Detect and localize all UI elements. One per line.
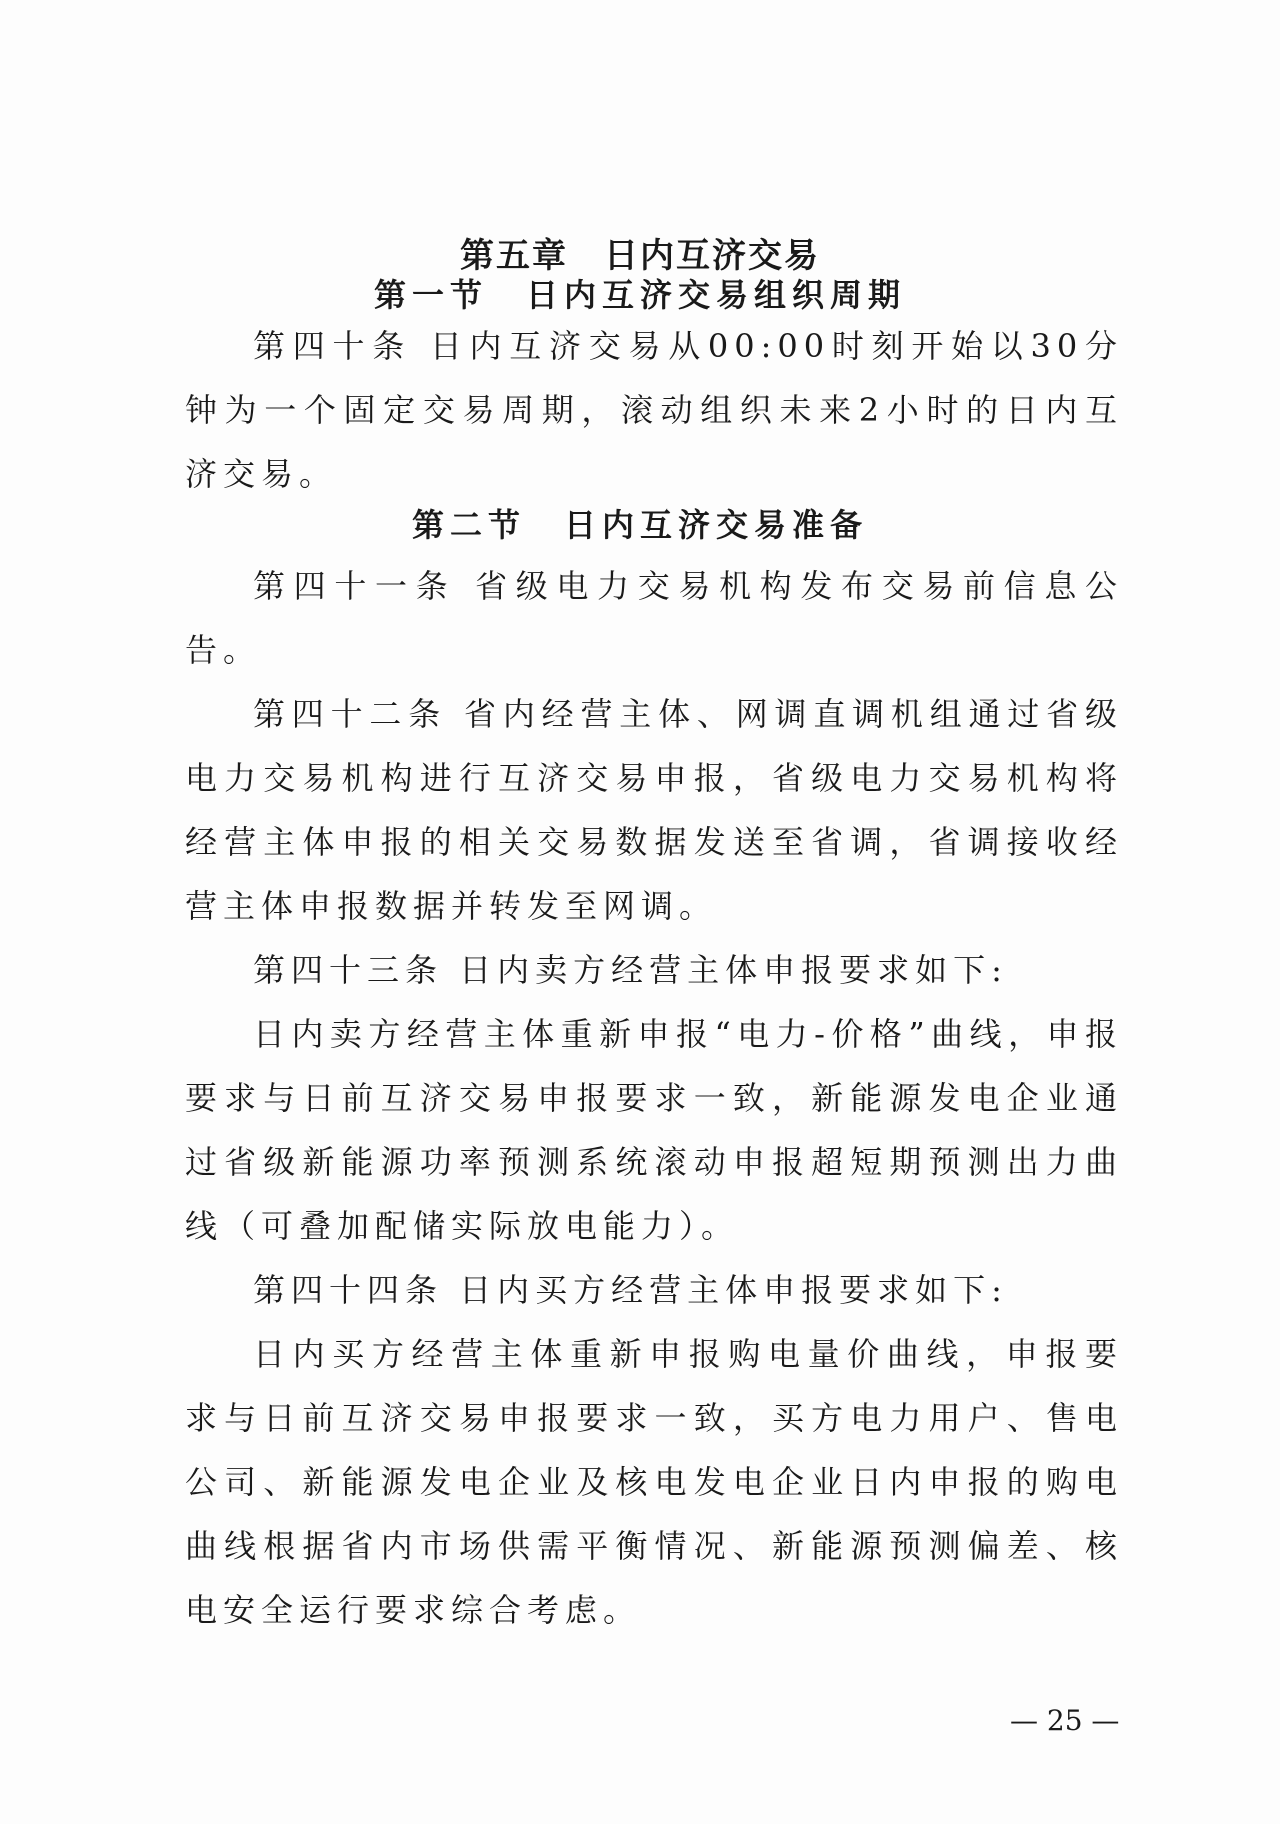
article-43: 第四十三条 日内卖方经营主体申报要求如下: <box>253 951 1008 989</box>
section-title-1: 第一节 日内互济交易组织周期 <box>373 276 906 314</box>
section-1-body <box>185 314 1123 506</box>
section-2-body <box>185 554 1123 1642</box>
section-title-2: 第二节 日内互济交易准备 <box>411 506 868 544</box>
article-40: 第四十条 日内互济交易从00:00时刻开始以30分钟为一个固定交易周期，滚动组织未来2小时的日内互济交易。 <box>185 327 1123 493</box>
article-41: 第四十一条 省级电力交易机构发布交易前信息公告。 <box>185 567 1123 669</box>
article-44: 第四十四条 日内买方经营主体申报要求如下: <box>253 1271 1008 1309</box>
article-44-detail: 日内买方经营主体重新申报购电量价曲线，申报要求与日前互济交易申报要求一致，买方电力用户、售电公司、新能源发电企业及核电发电企业日内申报的购电曲线根据省内市场供需平衡情况、新能源预测偏差、核电安全运行要求综合考虑。 <box>185 1335 1123 1629</box>
page-number: — 25 — <box>1010 1704 1120 1737</box>
chapter-title: 第五章 日内互济交易 <box>460 236 820 276</box>
article-42: 第四十二条 省内经营主体、网调直调机组通过省级电力交易机构进行互济交易申报，省级电力交易机构将经营主体申报的相关交易数据发送至省调，省调接收经营主体申报数据并转发至网调。 <box>185 695 1123 925</box>
article-43-detail: 日内卖方经营主体重新申报“电力-价格”曲线，申报要求与日前互济交易申报要求一致，新能源发电企业通过省级新能源功率预测系统滚动申报超短期预测出力曲线（可叠加配储实际放电能力）。 <box>185 1015 1123 1245</box>
